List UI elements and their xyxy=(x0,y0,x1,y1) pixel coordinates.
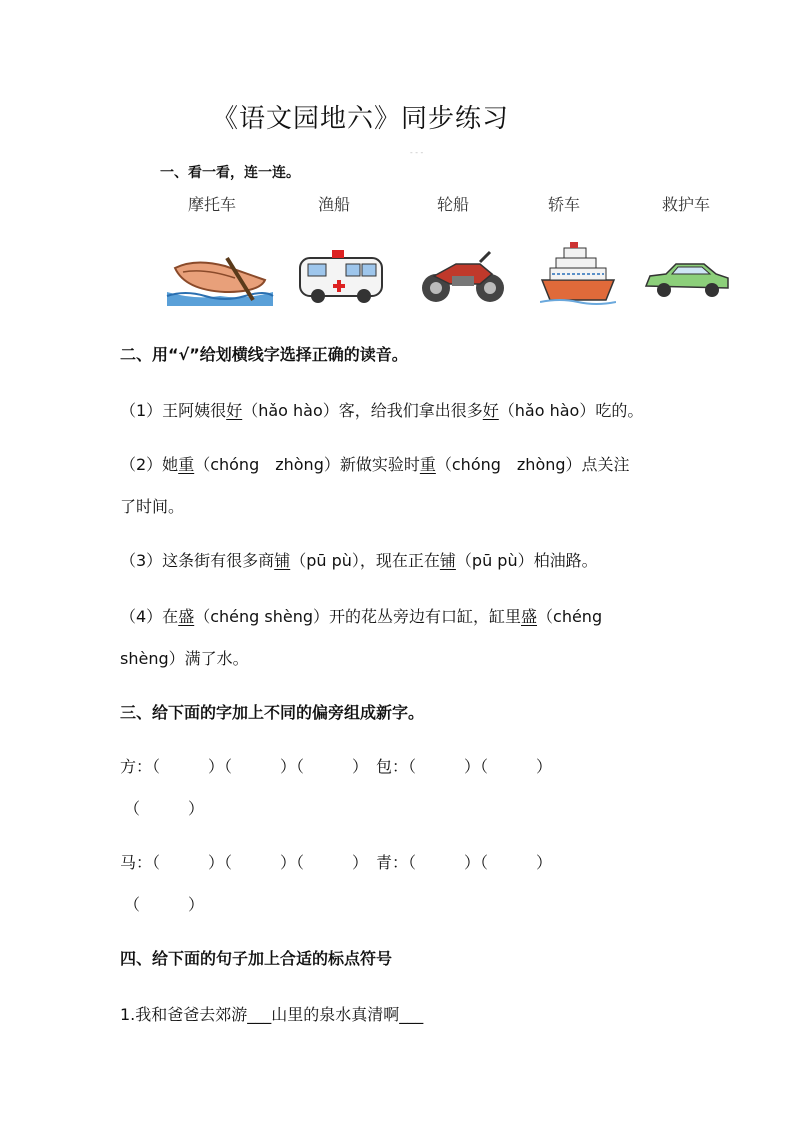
q-text: （3）这条街有很多商 xyxy=(120,551,275,570)
q-text: （pū pù），现在正在 xyxy=(290,551,440,570)
question-2-2 xyxy=(120,452,630,475)
underlined-char: 盛 xyxy=(521,607,538,626)
label-sedan: 轿车 xyxy=(548,195,581,214)
q-text: （chóng zhòng）点关注 xyxy=(435,455,630,474)
label-ship: 轮船 xyxy=(437,195,470,214)
q-text: （chóng zhòng）新做实验时 xyxy=(194,455,420,474)
underlined-char: 重 xyxy=(178,455,195,474)
section-4-heading: 四、给下面的句子加上合适的标点符号 xyxy=(120,949,393,968)
underlined-char: 铺 xyxy=(274,551,291,570)
motorcycle-icon xyxy=(420,240,506,306)
radical-row-2-cont: （ ） xyxy=(124,895,205,914)
radical-row-2: 马：（ ）（ ）（ ） 青：（ ）（ ） xyxy=(120,853,553,872)
radical-row-1: 方：（ ）（ ）（ ） 包：（ ）（ ） xyxy=(120,757,553,776)
question-2-4-cont: shèng）满了水。 xyxy=(120,649,249,668)
question-2-3 xyxy=(120,548,598,571)
car-icon xyxy=(642,240,732,306)
faint-mark: - - - xyxy=(410,148,424,157)
section-2-heading: 二、用“√”给划横线字选择正确的读音。 xyxy=(120,345,408,364)
underlined-char: 铺 xyxy=(439,551,456,570)
q-text: （chéng xyxy=(537,607,603,626)
q-text: （hǎo hào）吃的。 xyxy=(498,401,644,420)
q-text: （1）王阿姨很 xyxy=(120,401,227,420)
q-text: （4）在 xyxy=(120,607,179,626)
underlined-char: 盛 xyxy=(178,607,195,626)
question-2-2-cont: 了时间。 xyxy=(120,497,185,516)
label-fishing-boat: 渔船 xyxy=(318,195,351,214)
q-text: （2）她 xyxy=(120,455,179,474)
underlined-char: 好 xyxy=(482,401,499,420)
section-1-heading: 一、看一看，连一连。 xyxy=(160,165,300,181)
ambulance-icon xyxy=(296,240,386,306)
section-3-heading: 三、给下面的字加上不同的偏旁组成新字。 xyxy=(120,703,425,722)
punctuation-question-1: 1.我和爸爸去郊游___山里的泉水真清啊___ xyxy=(120,1005,424,1024)
ship-icon xyxy=(540,240,616,306)
label-motorcycle: 摩托车 xyxy=(188,195,237,214)
q-text: （pū pù）柏油路。 xyxy=(455,551,598,570)
underlined-char: 好 xyxy=(226,401,243,420)
boat-icon xyxy=(165,240,275,306)
underlined-char: 重 xyxy=(419,455,436,474)
q-text: （hǎo hào）客，给我们拿出很多 xyxy=(242,401,483,420)
radical-row-1-cont: （ ） xyxy=(124,799,205,818)
question-2-1 xyxy=(120,398,643,421)
question-2-4 xyxy=(120,604,602,627)
page-title: 《语文园地六》同步练习 xyxy=(212,104,510,134)
label-ambulance: 救护车 xyxy=(662,195,711,214)
q-text: （chéng shèng）开的花丛旁边有口缸，缸里 xyxy=(194,607,521,626)
